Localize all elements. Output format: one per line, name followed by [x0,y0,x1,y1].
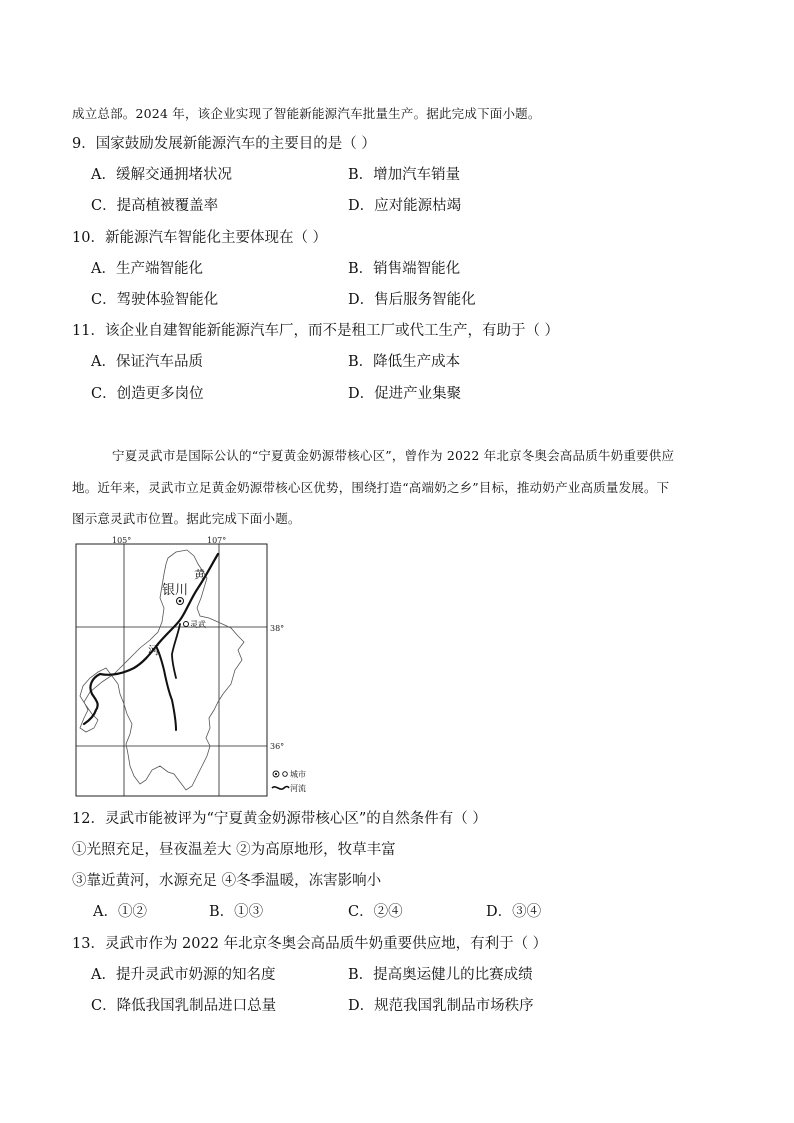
city-lingwu-label: 灵武 [190,620,206,629]
label-107: 107° [207,536,227,545]
q9-option-d: D．应对能源枯竭 [348,198,462,214]
q10-option-c: C．驾驶体验智能化 [91,292,219,308]
river-name-he: 河 [148,644,159,657]
legend-capital-dot-icon [275,773,277,775]
legend-river-icon [272,787,289,790]
intro-tail: 成立总部。2024 年，该企业实现了智能新能源汽车批量生产。据此完成下面小题。 [72,106,541,121]
q12-option-a: A．①② [93,904,147,920]
question-10-stem: 10．新能源汽车智能化主要体现在（ ） [72,230,328,246]
city-lingwu-marker [184,622,189,627]
map-frame [76,544,267,796]
q12-statement-1-2: ①光照充足，昼夜温差大 ②为高原地形，牧草丰富 [72,842,396,858]
passage-line-2: 地。近年来，灵武市立足黄金奶源带核心区优势，围绕打造“高端奶之乡”目标，推动奶产业高质量发展。下 [72,480,670,495]
q9-option-b: B．增加汽车销量 [348,167,461,183]
q13-option-d: D．规范我国乳制品市场秩序 [348,998,534,1014]
q13-option-c: C．降低我国乳制品进口总量 [91,998,277,1014]
city-yinchuan-label: 银川 [162,583,189,598]
q13-option-a: A．提升灵武市奶源的知名度 [91,967,276,983]
q10-option-a: A．生产端智能化 [91,261,203,277]
q9-option-c: C．提高植被覆盖率 [91,198,219,214]
label-105: 105° [112,536,132,545]
q9-option-a: A．缓解交通拥堵状况 [91,167,232,183]
question-9-stem: 9．国家鼓励发展新能源汽车的主要目的是（ ） [72,136,376,152]
label-36: 36° [270,742,285,751]
question-11-stem: 11．该企业自建智能新能源汽车厂，而不是租工厂或代工生产，有助于（ ） [72,323,560,339]
question-13-stem: 13．灵武市作为 2022 年北京冬奥会高品质牛奶重要供应地，有利于（ ） [72,936,548,952]
question-12-stem: 12．灵武市能被评为“宁夏黄金奶源带核心区”的自然条件有（ ） [72,811,487,827]
q11-option-d: D．促进产业集聚 [348,386,462,402]
tributary-kushui [172,624,180,678]
river-name-huang: 黄 [194,568,205,581]
q13-option-b: B．提高奥运健儿的比赛成绩 [348,967,533,983]
q12-option-c: C．②④ [348,904,403,920]
q11-option-b: B．降低生产成本 [348,354,461,370]
city-yinchuan-dot [179,600,182,603]
q10-option-d: D．售后服务智能化 [348,292,476,308]
passage-line-1: 宁夏灵武市是国际公认的“宁夏黄金奶源带核心区”，曾作为 2022 年北京冬奥会高品质牛奶重要供应 [112,448,675,463]
q10-option-b: B．销售端智能化 [348,261,461,277]
q12-option-d: D．③④ [486,904,542,920]
label-38: 38° [270,624,285,633]
q11-option-c: C．创造更多岗位 [91,386,204,402]
legend-river-label: 河流 [290,784,306,793]
q12-statement-3-4: ③靠近黄河，水源充足 ④冬季温暖，冻害影响小 [72,873,382,889]
legend-city-label: 城市 [290,770,306,779]
passage-line-3: 图示意灵武市位置。据此完成下面小题。 [72,511,301,526]
q12-option-b: B．①③ [209,904,264,920]
q11-option-a: A．保证汽车品质 [91,354,203,370]
legend-city-icon [283,772,288,777]
lingwu-location-map [76,536,306,802]
